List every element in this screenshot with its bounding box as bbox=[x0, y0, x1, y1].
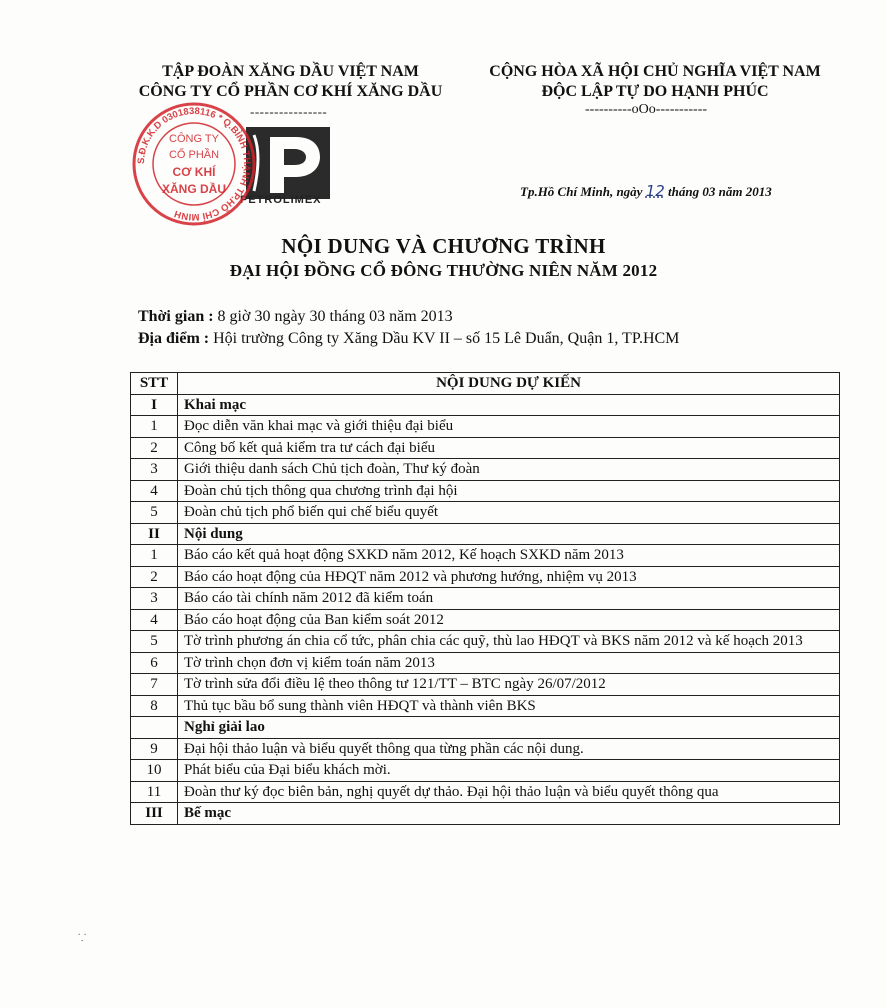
row-content: Báo cáo kết quả hoạt động SXKD năm 2012, Kế hoạch SXKD năm 2013 bbox=[178, 545, 840, 567]
company-header bbox=[118, 62, 463, 102]
row-number: 8 bbox=[131, 695, 178, 717]
row-number: 11 bbox=[131, 781, 178, 803]
row-content: Giới thiệu danh sách Chủ tịch đoàn, Thư ký đoàn bbox=[178, 459, 840, 481]
section-row bbox=[131, 803, 840, 825]
table-row bbox=[131, 502, 840, 524]
row-number: 9 bbox=[131, 738, 178, 760]
row-number: 3 bbox=[131, 588, 178, 610]
table-row bbox=[131, 459, 840, 481]
national-title: CỘNG HÒA XÃ HỘI CHỦ NGHĨA VIỆT NAM bbox=[489, 63, 821, 80]
date-suffix: tháng 03 năm 2013 bbox=[664, 184, 772, 199]
row-content: Đoàn chủ tịch phổ biến qui chế biểu quyết bbox=[178, 502, 840, 524]
group-name: TẬP ĐOÀN XĂNG DẦU VIỆT NAM bbox=[162, 63, 419, 80]
row-content: Tờ trình sửa đổi điều lệ theo thông tư 121/TT – BTC ngày 26/07/2012 bbox=[178, 674, 840, 696]
table-row bbox=[131, 695, 840, 717]
company-name: CÔNG TY CỔ PHẦN CƠ KHÍ XĂNG DẦU bbox=[138, 83, 443, 100]
time-label: Thời gian : bbox=[138, 308, 214, 325]
section-row bbox=[131, 523, 840, 545]
table-row bbox=[131, 674, 840, 696]
time-value: 8 giờ 30 ngày 30 tháng 03 năm 2013 bbox=[213, 308, 453, 325]
row-content: Công bố kết quả kiểm tra tư cách đại biểu bbox=[178, 437, 840, 459]
table-row bbox=[131, 437, 840, 459]
national-header bbox=[466, 62, 844, 102]
seal-ring-text: S.Đ.K.K.D 0301838116 * Q.BÌNH THẠNH TP.HỒ CHÍ MINH bbox=[135, 105, 253, 223]
table-row bbox=[131, 566, 840, 588]
row-number: 4 bbox=[131, 609, 178, 631]
place-label: Địa điểm : bbox=[138, 330, 210, 347]
row-content: Đọc diễn văn khai mạc và giới thiệu đại biểu bbox=[178, 416, 840, 438]
table-row bbox=[131, 652, 840, 674]
row-content: Bế mạc bbox=[178, 803, 840, 825]
place-value: Hội trường Công ty Xăng Dầu KV II – số 15 Lê Duẩn, Quận 1, TP.HCM bbox=[209, 330, 680, 347]
row-number: 2 bbox=[131, 566, 178, 588]
svg-text:CÔNG TY: CÔNG TY bbox=[169, 133, 219, 145]
row-number: I bbox=[131, 394, 178, 416]
row-number: 6 bbox=[131, 652, 178, 674]
header-divider-left: ---------------- bbox=[250, 104, 328, 119]
svg-text:CỔ PHẦN: CỔ PHẦN bbox=[168, 149, 220, 161]
row-content: Tờ trình phương án chia cổ tức, phân chia các quỹ, thù lao HĐQT và BKS năm 2012 và kế hoạch 2013 bbox=[178, 631, 840, 653]
row-number: 4 bbox=[131, 480, 178, 502]
national-motto: ĐỘC LẬP TỰ DO HẠNH PHÚC bbox=[541, 83, 769, 100]
section-row bbox=[131, 717, 840, 739]
date-day-handwritten: 12 bbox=[645, 182, 665, 200]
row-number: II bbox=[131, 523, 178, 545]
row-content: Nghỉ giải lao bbox=[178, 717, 840, 739]
svg-text:XĂNG DẦU: XĂNG DẦU bbox=[161, 182, 227, 196]
row-content: Nội dung bbox=[178, 523, 840, 545]
row-content: Báo cáo hoạt động của Ban kiểm soát 2012 bbox=[178, 609, 840, 631]
row-number: 5 bbox=[131, 502, 178, 524]
document-date bbox=[520, 182, 772, 200]
row-number: 10 bbox=[131, 760, 178, 782]
row-content: Báo cáo tài chính năm 2012 đã kiểm toán bbox=[178, 588, 840, 610]
row-number bbox=[131, 717, 178, 739]
row-content: Khai mạc bbox=[178, 394, 840, 416]
agenda-table bbox=[130, 372, 840, 825]
logo-wordmark: PETROLIMEX bbox=[240, 194, 322, 206]
row-number: 2 bbox=[131, 437, 178, 459]
meeting-time bbox=[138, 308, 453, 326]
row-content: Báo cáo hoạt động của HĐQT năm 2012 và phương hướng, nhiệm vụ 2013 bbox=[178, 566, 840, 588]
table-row bbox=[131, 545, 840, 567]
scan-speck: ⸪ bbox=[78, 933, 87, 944]
header-stt: STT bbox=[131, 373, 178, 395]
row-number: 1 bbox=[131, 545, 178, 567]
table-header-row bbox=[131, 373, 840, 395]
row-content: Đoàn chủ tịch thông qua chương trình đại hội bbox=[178, 480, 840, 502]
row-number: 3 bbox=[131, 459, 178, 481]
row-content: Đoàn thư ký đọc biên bản, nghị quyết dự thảo. Đại hội thảo luận và biểu quyết thông qua bbox=[178, 781, 840, 803]
row-content: Thủ tục bầu bổ sung thành viên HĐQT và thành viên BKS bbox=[178, 695, 840, 717]
company-seal-icon bbox=[130, 100, 258, 228]
svg-text:CƠ KHÍ: CƠ KHÍ bbox=[172, 165, 216, 179]
document-subtitle: ĐẠI HỘI ĐỒNG CỔ ĐÔNG THƯỜNG NIÊN NĂM 2012 bbox=[229, 261, 658, 280]
row-number: III bbox=[131, 803, 178, 825]
table-row bbox=[131, 631, 840, 653]
row-content: Đại hội thảo luận và biểu quyết thông qua từng phần các nội dung. bbox=[178, 738, 840, 760]
section-row bbox=[131, 394, 840, 416]
table-row bbox=[131, 738, 840, 760]
meeting-place bbox=[138, 330, 679, 348]
header-content: NỘI DUNG DỰ KIẾN bbox=[178, 373, 840, 395]
row-content: Phát biểu của Đại biểu khách mời. bbox=[178, 760, 840, 782]
table-row bbox=[131, 480, 840, 502]
row-number: 5 bbox=[131, 631, 178, 653]
row-content: Tờ trình chọn đơn vị kiểm toán năm 2013 bbox=[178, 652, 840, 674]
header-ornament-right: ----------oOo----------- bbox=[585, 102, 708, 117]
row-number: 1 bbox=[131, 416, 178, 438]
table-row bbox=[131, 588, 840, 610]
table-row bbox=[131, 416, 840, 438]
date-prefix: Tp.Hồ Chí Minh, ngày bbox=[520, 184, 646, 199]
document-title: NỘI DUNG VÀ CHƯƠNG TRÌNH bbox=[281, 234, 606, 258]
row-number: 7 bbox=[131, 674, 178, 696]
table-row bbox=[131, 781, 840, 803]
table-row bbox=[131, 609, 840, 631]
table-row bbox=[131, 760, 840, 782]
